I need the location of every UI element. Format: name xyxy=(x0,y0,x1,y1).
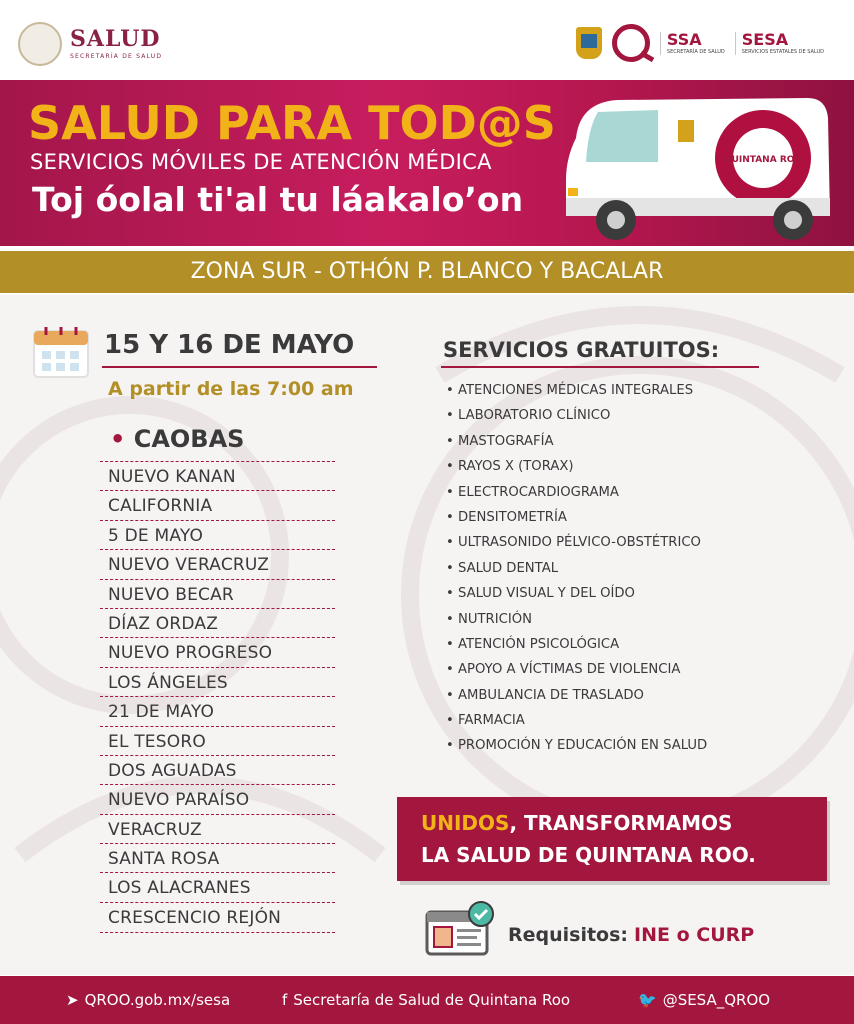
event-time: A partir de las 7:00 am xyxy=(108,378,354,400)
banner-maya-line: Toj óolal ti'al tu láakalo’on xyxy=(32,180,524,219)
footer-website[interactable] xyxy=(66,991,230,1009)
ssa-logo xyxy=(660,29,725,55)
services-underline xyxy=(441,366,759,368)
sesa-subtitle: SERVICIOS ESTATALES DE SALUD xyxy=(741,48,824,55)
service-item: • LABORATORIO CLÍNICO xyxy=(446,408,707,433)
bullet-icon: • xyxy=(110,425,134,453)
requirements xyxy=(508,924,754,946)
list-item: VERACRUZ xyxy=(100,814,335,843)
slogan-highlight: UNIDOS xyxy=(421,811,510,835)
services-title: SERVICIOS GRATUITOS: xyxy=(443,338,720,362)
service-item: • ELECTROCARDIOGRAMA xyxy=(446,485,707,510)
mobile-clinic-van-icon xyxy=(558,88,840,246)
service-item: • NUTRICIÓN xyxy=(446,612,707,637)
slogan-line1: , TRANSFORMAMOS xyxy=(509,811,733,835)
sesa-title: SESA xyxy=(741,29,789,49)
requirements-value: INE o CURP xyxy=(634,924,755,946)
main-place xyxy=(110,425,244,453)
service-item: • AMBULANCIA DE TRASLADO xyxy=(446,688,707,713)
facebook-link[interactable]: Secretaría de Salud de Quintana Roo xyxy=(293,991,571,1009)
ssa-title: SSA xyxy=(666,29,702,49)
list-item: DOS AGUADAS xyxy=(100,755,335,784)
salud-logo-title: SALUD xyxy=(70,26,161,52)
facebook-icon: f xyxy=(282,991,288,1009)
calendar-icon xyxy=(32,323,92,379)
list-item: LOS ÁNGELES xyxy=(100,667,335,696)
list-item: EL TESORO xyxy=(100,726,335,755)
footer-twitter[interactable] xyxy=(638,991,770,1009)
van-logo-text: QUINTANA ROO xyxy=(723,155,803,165)
mexico-seal-icon xyxy=(18,22,62,66)
list-item: NUEVO PROGRESO xyxy=(100,637,335,666)
service-item: • FARMACIA xyxy=(446,713,707,738)
cursor-icon: ➤ xyxy=(66,991,79,1009)
service-item: • ULTRASONIDO PÉLVICO-OBSTÉTRICO xyxy=(446,535,707,560)
website-link[interactable]: QROO.gob.mx/sesa xyxy=(84,991,231,1009)
slogan-line2: LA SALUD DE QUINTANA ROO. xyxy=(421,843,756,867)
list-item: SANTA ROSA xyxy=(100,843,335,872)
list-item: NUEVO PARAÍSO xyxy=(100,784,335,813)
list-item: LOS ALACRANES xyxy=(100,872,335,901)
service-item: • PROMOCIÓN Y EDUCACIÓN EN SALUD xyxy=(446,738,707,763)
hero-banner xyxy=(0,80,854,246)
service-item: • DENSITOMETRÍA xyxy=(446,510,707,535)
main-place-label: CAOBAS xyxy=(133,425,245,453)
list-item: DÍAZ ORDAZ xyxy=(100,608,335,637)
quintana-roo-q-logo-icon xyxy=(612,24,650,62)
service-item: • APOYO A VÍCTIMAS DE VIOLENCIA xyxy=(446,662,707,687)
list-item: NUEVO KANAN xyxy=(100,461,335,490)
list-item: CRESCENCIO REJÓN xyxy=(100,902,335,933)
event-date: 15 Y 16 DE MAYO xyxy=(104,330,355,360)
service-item: • ATENCIONES MÉDICAS INTEGRALES xyxy=(446,383,707,408)
salud-logo xyxy=(18,22,162,66)
places-list xyxy=(100,461,335,933)
banner-subtitle: SERVICIOS MÓVILES DE ATENCIÓN MÉDICA xyxy=(30,150,492,174)
service-item: • SALUD DENTAL xyxy=(446,561,707,586)
salud-logo-subtitle: SECRETARÍA DE SALUD xyxy=(70,53,163,60)
slogan-box xyxy=(397,797,827,881)
list-item: CALIFORNIA xyxy=(100,490,335,519)
footer-facebook[interactable] xyxy=(282,991,570,1009)
quintana-roo-shield-icon xyxy=(576,27,602,59)
ssa-subtitle: SECRETARÍA DE SALUD xyxy=(666,48,725,55)
sesa-logo xyxy=(735,29,824,55)
service-item: • RAYOS X (TORAX) xyxy=(446,459,707,484)
list-item: NUEVO BECAR xyxy=(100,579,335,608)
id-card-icon xyxy=(425,900,497,958)
partner-logos xyxy=(576,24,824,62)
requirements-label: Requisitos: xyxy=(508,924,629,946)
service-item: • SALUD VISUAL Y DEL OÍDO xyxy=(446,586,707,611)
zone-bar: ZONA SUR - OTHÓN P. BLANCO Y BACALAR xyxy=(0,251,854,293)
list-item: NUEVO VERACRUZ xyxy=(100,549,335,578)
list-item: 21 DE MAYO xyxy=(100,696,335,725)
service-item: • MASTOGRAFÍA xyxy=(446,434,707,459)
top-header xyxy=(0,0,854,80)
list-item: 5 DE MAYO xyxy=(100,520,335,549)
twitter-link[interactable]: @SESA_QROO xyxy=(662,991,771,1009)
twitter-icon: 🐦 xyxy=(638,991,657,1009)
date-underline xyxy=(102,366,377,368)
services-list xyxy=(446,383,707,764)
service-item: • ATENCIÓN PSICOLÓGICA xyxy=(446,637,707,662)
banner-title: SALUD PARA TOD@S xyxy=(28,96,556,150)
footer-bar xyxy=(0,976,854,1024)
